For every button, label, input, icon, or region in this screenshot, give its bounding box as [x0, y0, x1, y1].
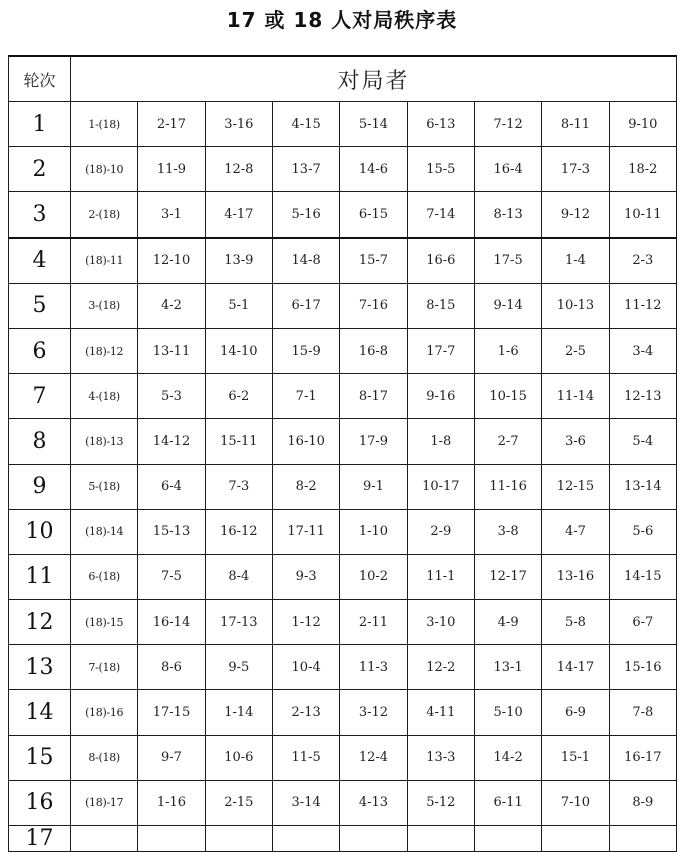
- pairing-cell: 3-1: [138, 192, 205, 238]
- pairing-cell: 4-17: [205, 192, 272, 238]
- pairing-cell: 3-8: [474, 509, 541, 554]
- pairing-cell: 1-12: [272, 600, 339, 645]
- pairing-cell: 11-14: [542, 374, 609, 419]
- pairing-cell: 1-10: [340, 509, 407, 554]
- pairing-cell: 4-11: [407, 690, 474, 735]
- pairing-cell: 9-5: [205, 645, 272, 690]
- pairing-cell: [71, 826, 138, 852]
- pairing-cell: 13-14: [609, 464, 676, 509]
- round-number: 1: [9, 102, 71, 147]
- pairing-cell: 2-13: [272, 690, 339, 735]
- pairing-cell: 9-1: [340, 464, 407, 509]
- pairing-cell: 5-6: [609, 509, 676, 554]
- pairing-cell: 3-(18): [71, 283, 138, 328]
- pairing-cell: 4-9: [474, 600, 541, 645]
- table-row: [9, 645, 677, 690]
- table-row: [9, 147, 677, 192]
- pairing-cell: 11-1: [407, 554, 474, 599]
- pairing-cell: 8-13: [474, 192, 541, 238]
- pairing-cell: [272, 826, 339, 852]
- pairing-cell: 17-7: [407, 328, 474, 373]
- pairing-cell: 2-15: [205, 780, 272, 825]
- pairing-cell: 11-3: [340, 645, 407, 690]
- round-number: 15: [9, 735, 71, 780]
- table-row: [9, 102, 677, 147]
- pairing-cell: 14-12: [138, 419, 205, 464]
- pairing-cell: 8-11: [542, 102, 609, 147]
- round-number: 3: [9, 192, 71, 238]
- pairing-cell: 7-12: [474, 102, 541, 147]
- pairing-cell: [205, 826, 272, 852]
- table-row: [9, 509, 677, 554]
- pairing-cell: 4-(18): [71, 374, 138, 419]
- table-row: [9, 419, 677, 464]
- pairing-cell: (18)-12: [71, 328, 138, 373]
- pairing-cell: 11-12: [609, 283, 676, 328]
- pairing-cell: [138, 826, 205, 852]
- round-number: 11: [9, 554, 71, 599]
- round-number: 14: [9, 690, 71, 735]
- pairing-cell: 6-(18): [71, 554, 138, 599]
- pairing-cell: 10-2: [340, 554, 407, 599]
- pairing-cell: 6-15: [340, 192, 407, 238]
- pairing-cell: 5-10: [474, 690, 541, 735]
- pairing-cell: 12-13: [609, 374, 676, 419]
- table-body: [9, 102, 677, 852]
- pairing-cell: 3-16: [205, 102, 272, 147]
- round-number: 2: [9, 147, 71, 192]
- pairing-cell: 7-10: [542, 780, 609, 825]
- pairing-cell: 1-6: [474, 328, 541, 373]
- table-row: [9, 780, 677, 825]
- pairing-cell: 8-4: [205, 554, 272, 599]
- pairing-cell: 5-1: [205, 283, 272, 328]
- pairing-cell: 13-11: [138, 328, 205, 373]
- pairing-cell: 13-3: [407, 735, 474, 780]
- pairing-cell: 9-10: [609, 102, 676, 147]
- pairing-cell: 9-14: [474, 283, 541, 328]
- pairing-cell: 17-5: [474, 238, 541, 284]
- table-header-row: [9, 56, 677, 102]
- pairing-cell: 17-15: [138, 690, 205, 735]
- pairing-cell: 6-13: [407, 102, 474, 147]
- pairing-cell: 12-10: [138, 238, 205, 284]
- pairing-cell: 1-14: [205, 690, 272, 735]
- pairing-cell: 4-2: [138, 283, 205, 328]
- table-row: [9, 464, 677, 509]
- pairing-cell: 5-4: [609, 419, 676, 464]
- pairing-cell: (18)-13: [71, 419, 138, 464]
- pairing-cell: 10-13: [542, 283, 609, 328]
- pairing-cell: 12-2: [407, 645, 474, 690]
- pairing-cell: 14-2: [474, 735, 541, 780]
- pairing-cell: (18)-10: [71, 147, 138, 192]
- round-number: 16: [9, 780, 71, 825]
- pairing-cell: 11-16: [474, 464, 541, 509]
- pairing-cell: 2-11: [340, 600, 407, 645]
- pairing-cell: 16-12: [205, 509, 272, 554]
- pairing-cell: 5-14: [340, 102, 407, 147]
- pairing-cell: 14-8: [272, 238, 339, 284]
- pairing-cell: 7-16: [340, 283, 407, 328]
- pairing-cell: 13-7: [272, 147, 339, 192]
- pairing-cell: 13-1: [474, 645, 541, 690]
- pairing-cell: 17-11: [272, 509, 339, 554]
- players-column-header: 对局者: [71, 56, 677, 102]
- pairing-cell: 9-12: [542, 192, 609, 238]
- table-row: [9, 328, 677, 373]
- pairing-cell: (18)-11: [71, 238, 138, 284]
- pairing-cell: 12-8: [205, 147, 272, 192]
- pairing-cell: 14-15: [609, 554, 676, 599]
- pairing-cell: 15-7: [340, 238, 407, 284]
- pairing-cell: 14-17: [542, 645, 609, 690]
- pairing-cell: 3-14: [272, 780, 339, 825]
- pairing-cell: 15-9: [272, 328, 339, 373]
- pairing-cell: 5-3: [138, 374, 205, 419]
- pairing-cell: 8-9: [609, 780, 676, 825]
- round-number: 12: [9, 600, 71, 645]
- pairing-cell: 3-4: [609, 328, 676, 373]
- round-number: 13: [9, 645, 71, 690]
- pairing-cell: 14-6: [340, 147, 407, 192]
- pairing-cell: 11-9: [138, 147, 205, 192]
- round-number: 9: [9, 464, 71, 509]
- pairing-cell: 15-16: [609, 645, 676, 690]
- table-row: [9, 690, 677, 735]
- pairing-cell: 5-8: [542, 600, 609, 645]
- pairing-cell: 16-4: [474, 147, 541, 192]
- pairing-cell: 2-7: [474, 419, 541, 464]
- pairing-cell: 1-(18): [71, 102, 138, 147]
- pairing-cell: 12-15: [542, 464, 609, 509]
- pairing-cell: 3-12: [340, 690, 407, 735]
- pairing-cell: 14-10: [205, 328, 272, 373]
- pairing-cell: 7-14: [407, 192, 474, 238]
- round-number: 5: [9, 283, 71, 328]
- pairing-cell: (18)-17: [71, 780, 138, 825]
- pairing-cell: 7-(18): [71, 645, 138, 690]
- round-number: 6: [9, 328, 71, 373]
- pairing-cell: 5-(18): [71, 464, 138, 509]
- table-row: [9, 735, 677, 780]
- table-row: [9, 374, 677, 419]
- pairing-cell: (18)-14: [71, 509, 138, 554]
- pairing-cell: 17-9: [340, 419, 407, 464]
- pairing-cell: 4-15: [272, 102, 339, 147]
- pairing-cell: 4-13: [340, 780, 407, 825]
- pairing-cell: 10-17: [407, 464, 474, 509]
- pairing-cell: 15-1: [542, 735, 609, 780]
- pairing-cell: 2-17: [138, 102, 205, 147]
- pairing-cell: 6-2: [205, 374, 272, 419]
- table-row: [9, 600, 677, 645]
- pairing-cell: 10-15: [474, 374, 541, 419]
- pairing-cell: 18-2: [609, 147, 676, 192]
- pairing-cell: [407, 826, 474, 852]
- pairing-cell: 6-4: [138, 464, 205, 509]
- pairing-cell: 9-7: [138, 735, 205, 780]
- pairing-cell: 6-11: [474, 780, 541, 825]
- round-number: 17: [9, 826, 71, 852]
- pairing-cell: [542, 826, 609, 852]
- pairing-cell: 1-16: [138, 780, 205, 825]
- pairing-cell: 4-7: [542, 509, 609, 554]
- pairing-cell: 15-11: [205, 419, 272, 464]
- pairing-cell: 13-16: [542, 554, 609, 599]
- pairing-cell: 9-16: [407, 374, 474, 419]
- pairing-cell: 7-5: [138, 554, 205, 599]
- pairing-cell: 8-17: [340, 374, 407, 419]
- table-row: [9, 192, 677, 238]
- page-title: 17 或 18 人对局秩序表: [226, 8, 458, 32]
- pairing-cell: 5-16: [272, 192, 339, 238]
- pairing-cell: 8-15: [407, 283, 474, 328]
- pairing-cell: 1-4: [542, 238, 609, 284]
- pairing-cell: 10-6: [205, 735, 272, 780]
- pairing-cell: 16-10: [272, 419, 339, 464]
- pairing-cell: 3-6: [542, 419, 609, 464]
- pairing-schedule-table: [8, 55, 677, 852]
- round-number: 10: [9, 509, 71, 554]
- pairing-cell: 1-8: [407, 419, 474, 464]
- pairing-cell: 16-14: [138, 600, 205, 645]
- pairing-cell: 16-8: [340, 328, 407, 373]
- pairing-cell: 16-6: [407, 238, 474, 284]
- pairing-cell: 7-8: [609, 690, 676, 735]
- table-row: [9, 554, 677, 599]
- round-number: 8: [9, 419, 71, 464]
- round-number: 7: [9, 374, 71, 419]
- pairing-cell: 10-11: [609, 192, 676, 238]
- pairing-cell: 9-3: [272, 554, 339, 599]
- pairing-cell: 2-9: [407, 509, 474, 554]
- pairing-cell: 2-5: [542, 328, 609, 373]
- pairing-cell: 17-3: [542, 147, 609, 192]
- round-number: 4: [9, 238, 71, 284]
- pairing-cell: 7-3: [205, 464, 272, 509]
- pairing-cell: 6-17: [272, 283, 339, 328]
- table-row-partial: [9, 826, 677, 852]
- pairing-cell: 16-17: [609, 735, 676, 780]
- pairing-cell: 8-2: [272, 464, 339, 509]
- pairing-cell: 3-10: [407, 600, 474, 645]
- pairing-cell: 11-5: [272, 735, 339, 780]
- round-column-header: 轮次: [9, 56, 71, 102]
- pairing-cell: 2-3: [609, 238, 676, 284]
- pairing-cell: [609, 826, 676, 852]
- pairing-cell: 6-9: [542, 690, 609, 735]
- pairing-cell: 13-9: [205, 238, 272, 284]
- table-row: [9, 283, 677, 328]
- pairing-cell: 15-13: [138, 509, 205, 554]
- pairing-cell: 15-5: [407, 147, 474, 192]
- pairing-cell: 12-4: [340, 735, 407, 780]
- pairing-cell: 7-1: [272, 374, 339, 419]
- pairing-cell: 8-(18): [71, 735, 138, 780]
- table-row: [9, 238, 677, 284]
- pairing-cell: 17-13: [205, 600, 272, 645]
- pairing-cell: 6-7: [609, 600, 676, 645]
- pairing-cell: (18)-16: [71, 690, 138, 735]
- pairing-cell: 5-12: [407, 780, 474, 825]
- pairing-cell: 2-(18): [71, 192, 138, 238]
- pairing-cell: 10-4: [272, 645, 339, 690]
- pairing-cell: (18)-15: [71, 600, 138, 645]
- pairing-cell: [340, 826, 407, 852]
- pairing-cell: 12-17: [474, 554, 541, 599]
- pairing-cell: 8-6: [138, 645, 205, 690]
- pairing-cell: [474, 826, 541, 852]
